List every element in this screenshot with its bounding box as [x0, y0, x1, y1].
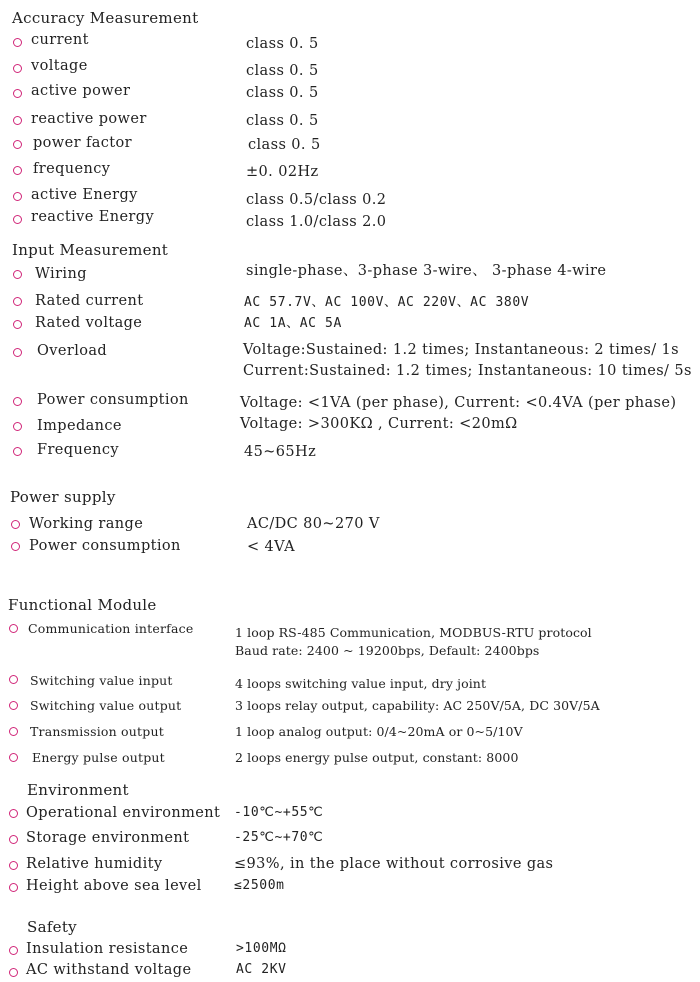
input-rated-current-label: Rated current: [35, 293, 144, 309]
func-energy-pulse-label: Energy pulse output: [32, 750, 165, 765]
bullet-icon: [13, 140, 22, 149]
func-transmission-value: 1 loop analog output: 0/4~20mA or 0~5/10V: [235, 724, 523, 739]
func-switch-out-value: 3 loops relay output, capability: AC 250V/5A, DC 30V/5A: [235, 698, 600, 713]
bullet-icon: [13, 192, 22, 201]
bullet-icon: [13, 297, 22, 306]
power-consumption-label: Power consumption: [29, 538, 181, 554]
section-title-functional: Functional Module: [8, 596, 157, 614]
bullet-icon: [13, 215, 22, 224]
input-overload-voltage: Voltage:Sustained: 1.2 times; Instantaneous: 2 times/ 1s: [243, 342, 679, 358]
accuracy-current-value: class 0. 5: [246, 36, 319, 52]
func-switch-out-label: Switching value output: [30, 698, 182, 713]
env-height-label: Height above sea level: [26, 878, 202, 894]
input-overload-label: Overload: [37, 343, 108, 359]
func-comm-label: Communication interface: [28, 621, 194, 636]
accuracy-reactive-power-value: class 0. 5: [246, 113, 319, 129]
bullet-icon: [13, 348, 22, 357]
bullet-icon: [13, 38, 22, 47]
bullet-icon: [13, 166, 22, 175]
bullet-icon: [13, 447, 22, 456]
bullet-icon: [13, 270, 22, 279]
bullet-icon: [9, 624, 18, 633]
func-switch-in-value: 4 loops switching value input, dry joint: [235, 676, 487, 691]
env-operational-label: Operational environment: [26, 805, 221, 821]
input-wiring-label: Wiring: [35, 266, 87, 282]
accuracy-voltage-value: class 0. 5: [246, 63, 319, 79]
input-impedance-value: Voltage: >300KΩ , Current: <20mΩ: [240, 416, 518, 432]
env-operational-value: -10℃~+55℃: [234, 805, 324, 820]
power-consumption-value: < 4VA: [247, 539, 295, 555]
bullet-icon: [9, 968, 18, 977]
bullet-icon: [9, 809, 18, 818]
bullet-icon: [11, 520, 20, 529]
input-wiring-value: single-phase、3-phase 3-wire、 3-phase 4-wire: [246, 263, 607, 279]
accuracy-reactive-energy-label: reactive Energy: [31, 209, 155, 225]
section-title-accuracy: Accuracy Measurement: [12, 9, 199, 27]
power-working-range-value: AC/DC 80~270 V: [247, 516, 380, 532]
bullet-icon: [13, 64, 22, 73]
accuracy-voltage-label: voltage: [31, 58, 88, 74]
accuracy-power-factor-value: class 0. 5: [248, 137, 321, 153]
bullet-icon: [9, 835, 18, 844]
section-title-input: Input Measurement: [12, 241, 169, 259]
func-comm-line1: 1 loop RS-485 Communication, MODBUS-RTU protocol: [235, 625, 592, 640]
func-energy-pulse-value: 2 loops energy pulse output, constant: 8000: [235, 750, 519, 765]
safety-withstand-value: AC 2KV: [236, 962, 287, 977]
accuracy-reactive-energy-value: class 1.0/class 2.0: [246, 214, 387, 230]
accuracy-active-energy-value: class 0.5/class 0.2: [246, 192, 387, 208]
bullet-icon: [9, 883, 18, 892]
bullet-icon: [9, 753, 18, 762]
input-frequency-value: 45~65Hz: [244, 444, 317, 460]
bullet-icon: [9, 727, 18, 736]
input-rated-voltage-value: AC 1A、AC 5A: [244, 316, 342, 331]
input-power-consumption-label: Power consumption: [37, 392, 189, 408]
bullet-icon: [13, 89, 22, 98]
func-comm-line2: Baud rate: 2400 ~ 19200bps, Default: 2400bps: [235, 643, 540, 658]
section-title-safety: Safety: [27, 918, 77, 936]
accuracy-active-power-label: active power: [31, 83, 131, 99]
env-height-value: ≤2500m: [234, 878, 285, 893]
input-impedance-label: Impedance: [37, 418, 122, 434]
accuracy-frequency-label: frequency: [33, 161, 111, 177]
bullet-icon: [13, 422, 22, 431]
env-storage-label: Storage environment: [26, 830, 190, 846]
func-switch-in-label: Switching value input: [30, 673, 173, 688]
input-power-consumption-value: Voltage: <1VA (per phase), Current: <0.4VA (per phase): [240, 395, 677, 411]
bullet-icon: [13, 397, 22, 406]
safety-insulation-value: >100MΩ: [236, 941, 287, 956]
bullet-icon: [9, 701, 18, 710]
section-title-environment: Environment: [27, 781, 129, 799]
bullet-icon: [9, 946, 18, 955]
input-rated-voltage-label: Rated voltage: [35, 315, 143, 331]
env-storage-value: -25℃~+70℃: [234, 830, 324, 845]
bullet-icon: [13, 116, 22, 125]
accuracy-active-energy-label: active Energy: [31, 187, 138, 203]
section-title-power-supply: Power supply: [10, 488, 116, 506]
func-transmission-label: Transmission output: [30, 724, 164, 739]
bullet-icon: [9, 675, 18, 684]
safety-insulation-label: Insulation resistance: [26, 941, 189, 957]
env-humidity-value: ≤93%, in the place without corrosive gas: [234, 856, 554, 872]
accuracy-current-label: current: [31, 32, 89, 48]
safety-withstand-label: AC withstand voltage: [26, 962, 192, 978]
bullet-icon: [13, 320, 22, 329]
env-humidity-label: Relative humidity: [26, 856, 163, 872]
input-frequency-label: Frequency: [37, 442, 120, 458]
accuracy-power-factor-label: power factor: [33, 135, 132, 151]
input-overload-current: Current:Sustained: 1.2 times; Instantaneous: 10 times/ 5s: [243, 363, 692, 379]
power-working-range-label: Working range: [29, 516, 144, 532]
accuracy-active-power-value: class 0. 5: [246, 85, 319, 101]
input-rated-current-value: AC 57.7V、AC 100V、AC 220V、AC 380V: [244, 295, 530, 310]
bullet-icon: [9, 861, 18, 870]
accuracy-frequency-value: ±0. 02Hz: [246, 164, 319, 180]
bullet-icon: [11, 542, 20, 551]
accuracy-reactive-power-label: reactive power: [31, 111, 147, 127]
